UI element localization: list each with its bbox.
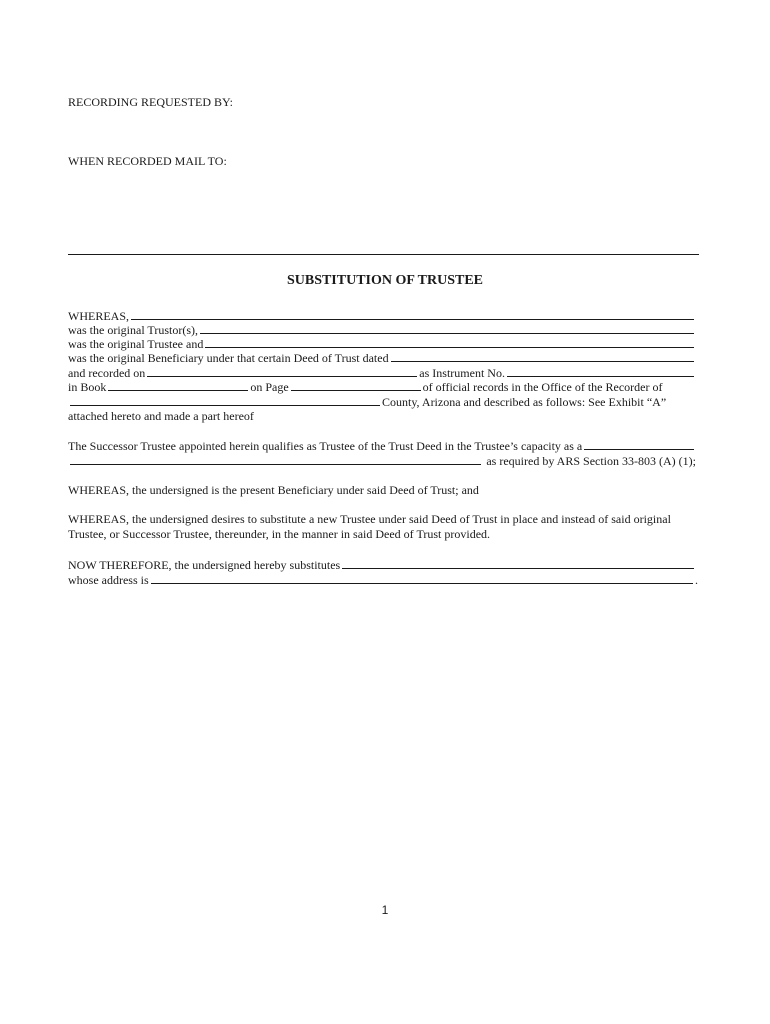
recorded-on-label: and recorded on	[68, 366, 146, 380]
page-field[interactable]	[291, 380, 421, 391]
recorded-on-field[interactable]	[147, 366, 417, 377]
whose-address-label: whose address is	[68, 573, 149, 587]
recording-requested-by-label: RECORDING REQUESTED BY:	[68, 95, 233, 109]
in-book-label: in Book	[68, 380, 107, 394]
ars-row	[68, 454, 696, 467]
whereas-trustor-name-row	[68, 309, 696, 322]
instrument-no-label: as Instrument No.	[419, 366, 505, 380]
new-trustee-name-field[interactable]	[342, 558, 694, 569]
county-field[interactable]	[70, 395, 380, 406]
trustee-name-field[interactable]	[200, 323, 694, 334]
page-number: 1	[381, 903, 389, 917]
trustor-row	[68, 323, 696, 336]
beneficiary-name-field[interactable]	[205, 337, 694, 348]
new-trustee-address-field[interactable]	[151, 573, 693, 584]
trustee-label: was the original Trustee and	[68, 337, 204, 351]
book-page-row	[68, 380, 696, 393]
address-row	[68, 573, 698, 586]
substitute-desire-line2: Trustee, or Successor Trustee, thereunder, in the manner in said Deed of Trust provided.	[68, 527, 491, 541]
document-title: SUBSTITUTION OF TRUSTEE	[286, 273, 484, 288]
recorded-on-row	[68, 366, 696, 379]
county-row	[68, 395, 696, 408]
beneficiary-row	[68, 351, 696, 364]
now-therefore-row	[68, 558, 696, 571]
ars-section-text: as required by ARS Section 33-803 (A) (1);	[486, 454, 696, 468]
trustee-row	[68, 337, 696, 350]
trustor-label: was the original Trustor(s),	[68, 323, 198, 337]
whereas-label: WHEREAS,	[68, 309, 129, 323]
trustee-capacity-field[interactable]	[584, 439, 694, 450]
present-beneficiary-text: WHEREAS, the undersigned is the present Beneficiary under said Deed of Trust; and	[68, 483, 479, 497]
qualifies-text: The Successor Trustee appointed herein qualifies as Trustee of the Trust Deed in the Trustee’s capacity as a	[68, 439, 583, 453]
deed-date-field[interactable]	[391, 351, 694, 362]
substitute-desire-line1: WHEREAS, the undersigned desires to substitute a new Trustee under said Deed of Trust in place and instead of said original	[68, 512, 671, 526]
instrument-no-field[interactable]	[507, 366, 694, 377]
beneficiary-label: was the original Beneficiary under that certain Deed of Trust dated	[68, 351, 389, 365]
when-recorded-mail-to-label: WHEN RECORDED MAIL TO:	[68, 154, 227, 168]
county-label: County, Arizona and described as follows: See Exhibit “A”	[382, 395, 667, 409]
attached-hereto-text: attached hereto and made a part hereof	[68, 409, 254, 423]
book-field[interactable]	[108, 380, 248, 391]
now-therefore-text: NOW THEREFORE, the undersigned hereby substitutes	[68, 558, 341, 572]
trustee-capacity-continued-field[interactable]	[70, 454, 481, 465]
on-page-label: on Page	[250, 380, 289, 394]
header-divider	[68, 254, 699, 255]
official-records-label: of official records in the Office of the Recorder of	[422, 380, 663, 394]
address-period: .	[695, 573, 698, 587]
qualifies-row	[68, 439, 696, 452]
trustor-name-field[interactable]	[131, 309, 694, 320]
